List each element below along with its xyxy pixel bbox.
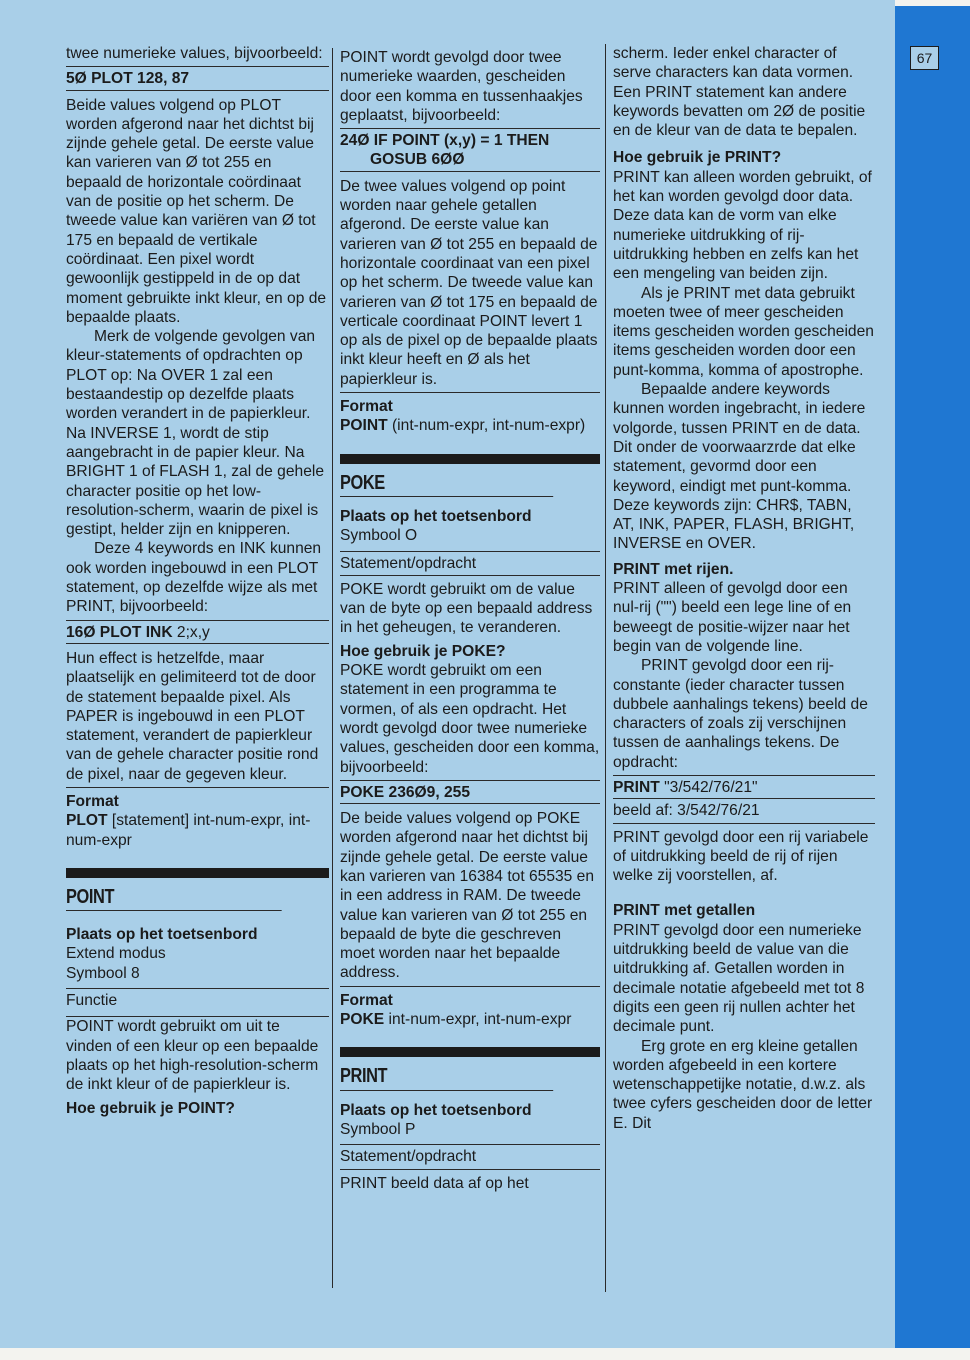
intro-text: twee numerieke values, bijvoorbeeld: — [66, 45, 323, 62]
format-args: [statement] int-num-expr, int-num-expr — [66, 812, 311, 849]
function-label: Functie — [66, 988, 329, 1012]
section-bar — [66, 868, 329, 878]
page-number: 67 — [910, 46, 939, 70]
paragraph: De twee values volgend op point worden naar gehele getallen afgerond. De eerste value kan varieren van Ø tot 255 en bepaald de horizontale coordinaat van een pixel op het scherm. De tweede value kan varieren van Ø tot 175 en bepaald de verticale coordinaat POINT levert 1 op als de pixel op de bepaalde plaats inkt kleur heeft en Ø als het papierkleur is. — [340, 177, 598, 388]
divider — [340, 392, 600, 393]
howto-label: Hoe gebruik je POINT? — [66, 1099, 235, 1117]
section-title-print: PRINT — [340, 1067, 553, 1090]
code-line: GOSUB 6ØØ — [370, 151, 465, 169]
paragraph: Als je PRINT met data gebruikt moeten twee of meer gescheiden items gescheiden worden gescheiden items gescheiden worden door een punt-komma, komma of apostrophe. — [613, 284, 874, 379]
paragraph: PRINT gevolgd door een rij variabele of uitdrukking beeld de rij of rijen welke zij voorstellen, af. — [613, 828, 869, 885]
paragraph: scherm. Ieder enkel character of serve characters kan data vormen. Een PRINT statement kan andere keywords bevatten om 2Ø de positie en de kleur van de data te bepalen. — [613, 45, 866, 140]
paragraph: Merk de volgende gevolgen van kleur-statements of opdrachten op PLOT op: Na OVER 1 zal een bestaandestip op dezelfde plaats worden verandert in de papierkleur. Na INVERSE 1, wordt de stip aangebracht in de papier kleur. Na BRIGHT 1 of FLASH 1, zal de gehele character positie op het low-resolution-scherm, waarin de pixel is gestipt, helder zijn en knipperen. — [66, 328, 325, 539]
paragraph: POINT wordt gevolgd door twee numerieke waarden, gescheiden door een komma en tussenhaakjes geplaatst, bijvoorbeeld: — [340, 49, 583, 124]
howto-label: Hoe gebruik je POKE? — [340, 642, 506, 660]
section-title-point: POINT — [66, 888, 282, 911]
howto-label: Hoe gebruik je PRINT? — [613, 149, 782, 167]
format-text — [340, 1010, 600, 1029]
keyboard-symbol: Symbool 8 — [66, 964, 140, 982]
code-args: "3/542/76/21" — [659, 778, 758, 796]
keyboard-symbol: Symbool P — [340, 1120, 416, 1138]
format-label: Format — [340, 398, 393, 416]
code-keyword: 16Ø PLOT INK — [66, 623, 173, 641]
paragraph: De beide values volgend op POKE worden afgerond naar het dichtst bij zijnde gehele getal. De eerste value kan varieren van 16384 tot 65535 en in een address in RAM. De tweede value kan varieren van Ø tot 255 en bepaald de byte die geschreven moet worden naar het bepaalde address. — [340, 810, 595, 982]
format-text — [66, 811, 329, 850]
format-args: (int-num-expr, int-num-expr) — [387, 417, 586, 435]
function-text: POINT wordt gebruikt om uit te vinden of een kleur op een bepaalde plaats op het high-resolution-scherm de inkt kleur of de papierkleur is. — [66, 1018, 319, 1094]
print-result: beeld af: 3/542/76/21 — [613, 799, 875, 823]
code-line: 24Ø IF POINT (x,y) = 1 THEN — [340, 132, 550, 150]
paragraph: Deze 4 keywords en INK kunnen ook worden ingebouwd in een PLOT statement, op dezelfde wijze als met PRINT, bijvoorbeeld: — [66, 540, 322, 616]
section-bar — [340, 1047, 600, 1057]
paragraph: Beide values volgend op PLOT worden afgerond naar het dichtst bij zijnde gehele getal. De eerste value kan varieren van Ø tot 255 en bepaald de horizontale coördinaat van de positie op het scherm. De tweede value kan variëren van Ø tot 175 en bepaald de vertikale coördinaat. Een pixel wordt gewoonlijk gestippeld in de op dat moment gebruikte inkt kleur, en op de bepaalde plaats. — [66, 96, 327, 326]
page-edge-tab — [895, 6, 970, 1348]
code-plot-ink-example — [66, 620, 329, 644]
code-point-example — [340, 128, 600, 172]
statement-label: Statement/opdracht — [340, 1144, 600, 1169]
keyboard-mode: Extend modus — [66, 945, 166, 963]
paragraph: PRINT beeld data af op het — [340, 1174, 529, 1192]
format-keyword: POINT — [340, 417, 388, 435]
paragraph: Bepaalde andere keywords kunnen worden ingebracht, in iedere volgorde, tussen PRINT en de data. Dit onder de voorwaarzrde dat elke statement, gevormd door een keyword, eindigt met punt-komma. Deze keywords zijn: CHR$, TABN, AT, INK, PAPER, FLASH, BRIGHT, INVERSE en OVER. — [613, 381, 866, 553]
paragraph: PRINT alleen of gevolgd door een nul-rij ("") beeld een lege line of en beweegt de positie-wijzer naar het begin van de volgende line. — [613, 580, 852, 655]
format-keyword: PLOT — [66, 812, 108, 830]
format-label: Format — [340, 991, 393, 1009]
numbers-heading: PRINT met getallen — [613, 902, 756, 920]
paragraph: POKE wordt gebruikt om de value van de byte op een bepaald address in het geheugen, te veranderen. — [340, 580, 593, 637]
code-args: 2;x,y — [172, 623, 210, 641]
paragraph: Erg grote en erg kleine getallen worden afgebeeld in een kortere wetenschappetijke notatie, d.w.z. als twee cyfers gescheiden door de letter E. Dit — [613, 1037, 873, 1132]
column-3 — [605, 44, 875, 1292]
format-label: Format — [66, 792, 119, 810]
keyboard-symbol: Symbool O — [340, 527, 418, 545]
column-2 — [332, 48, 600, 1288]
paragraph: PRINT gevolgd door een numerieke uitdrukking beeld de value van die uitdrukking af. Getallen worden in decimale notatie afgebeeld met tot 8 digits een geen rij nullen achter het decimale punt. — [613, 921, 865, 1036]
format-keyword: POKE — [340, 1011, 385, 1029]
code-poke-example: POKE 236Ø9, 255 — [340, 780, 600, 804]
divider — [340, 986, 600, 987]
paragraph: Hun effect is hetzelfde, maar plaatselijk en gelimiteerd tot de door de statement bepaalde pixel. Als PAPER is ingebouwd in een PLOT statement, verandert de papierkleur van de gehele character positie rond de pixel, naar de gegeven kleur. — [66, 649, 319, 783]
keyboard-label: Plaats op het toetsenbord — [340, 1101, 532, 1119]
paragraph: PRINT kan alleen worden gebruikt, of het kan worden gevolgd door data. Deze data kan de vorm van elke numerieke uitdrukking of rij-uitdrukking hebben en zelfs kan het een mengeling van beiden zijn. — [613, 168, 872, 283]
code-print-example — [613, 775, 875, 799]
column-1 — [66, 44, 329, 1118]
section-bar — [340, 454, 600, 464]
format-args: int-num-expr, int-num-expr — [384, 1011, 572, 1029]
keyboard-label: Plaats op het toetsenbord — [66, 926, 258, 944]
keyboard-label: Plaats op het toetsenbord — [340, 507, 532, 525]
paragraph: PRINT gevolgd door een rij-constante (ieder character tussen dubbele aanhalings tekens) beeld de characters of zoals zij verschijnen tussen de aanhalings tekens. De opdracht: — [613, 657, 868, 771]
format-text — [340, 416, 600, 435]
code-plot-example: 5Ø PLOT 128, 87 — [66, 66, 329, 90]
paragraph: POKE wordt gebruikt om een statement in een programma te vormen, of als een opdracht. Het wordt gevolgd door twee numerieke values, gescheiden door een komma, bijvoorbeeld: — [340, 662, 600, 776]
rows-heading: PRINT met rijen. — [613, 560, 734, 578]
section-title-poke: POKE — [340, 474, 553, 497]
code-keyword: PRINT — [613, 778, 660, 796]
statement-label: Statement/opdracht — [340, 551, 600, 576]
divider — [66, 787, 329, 788]
